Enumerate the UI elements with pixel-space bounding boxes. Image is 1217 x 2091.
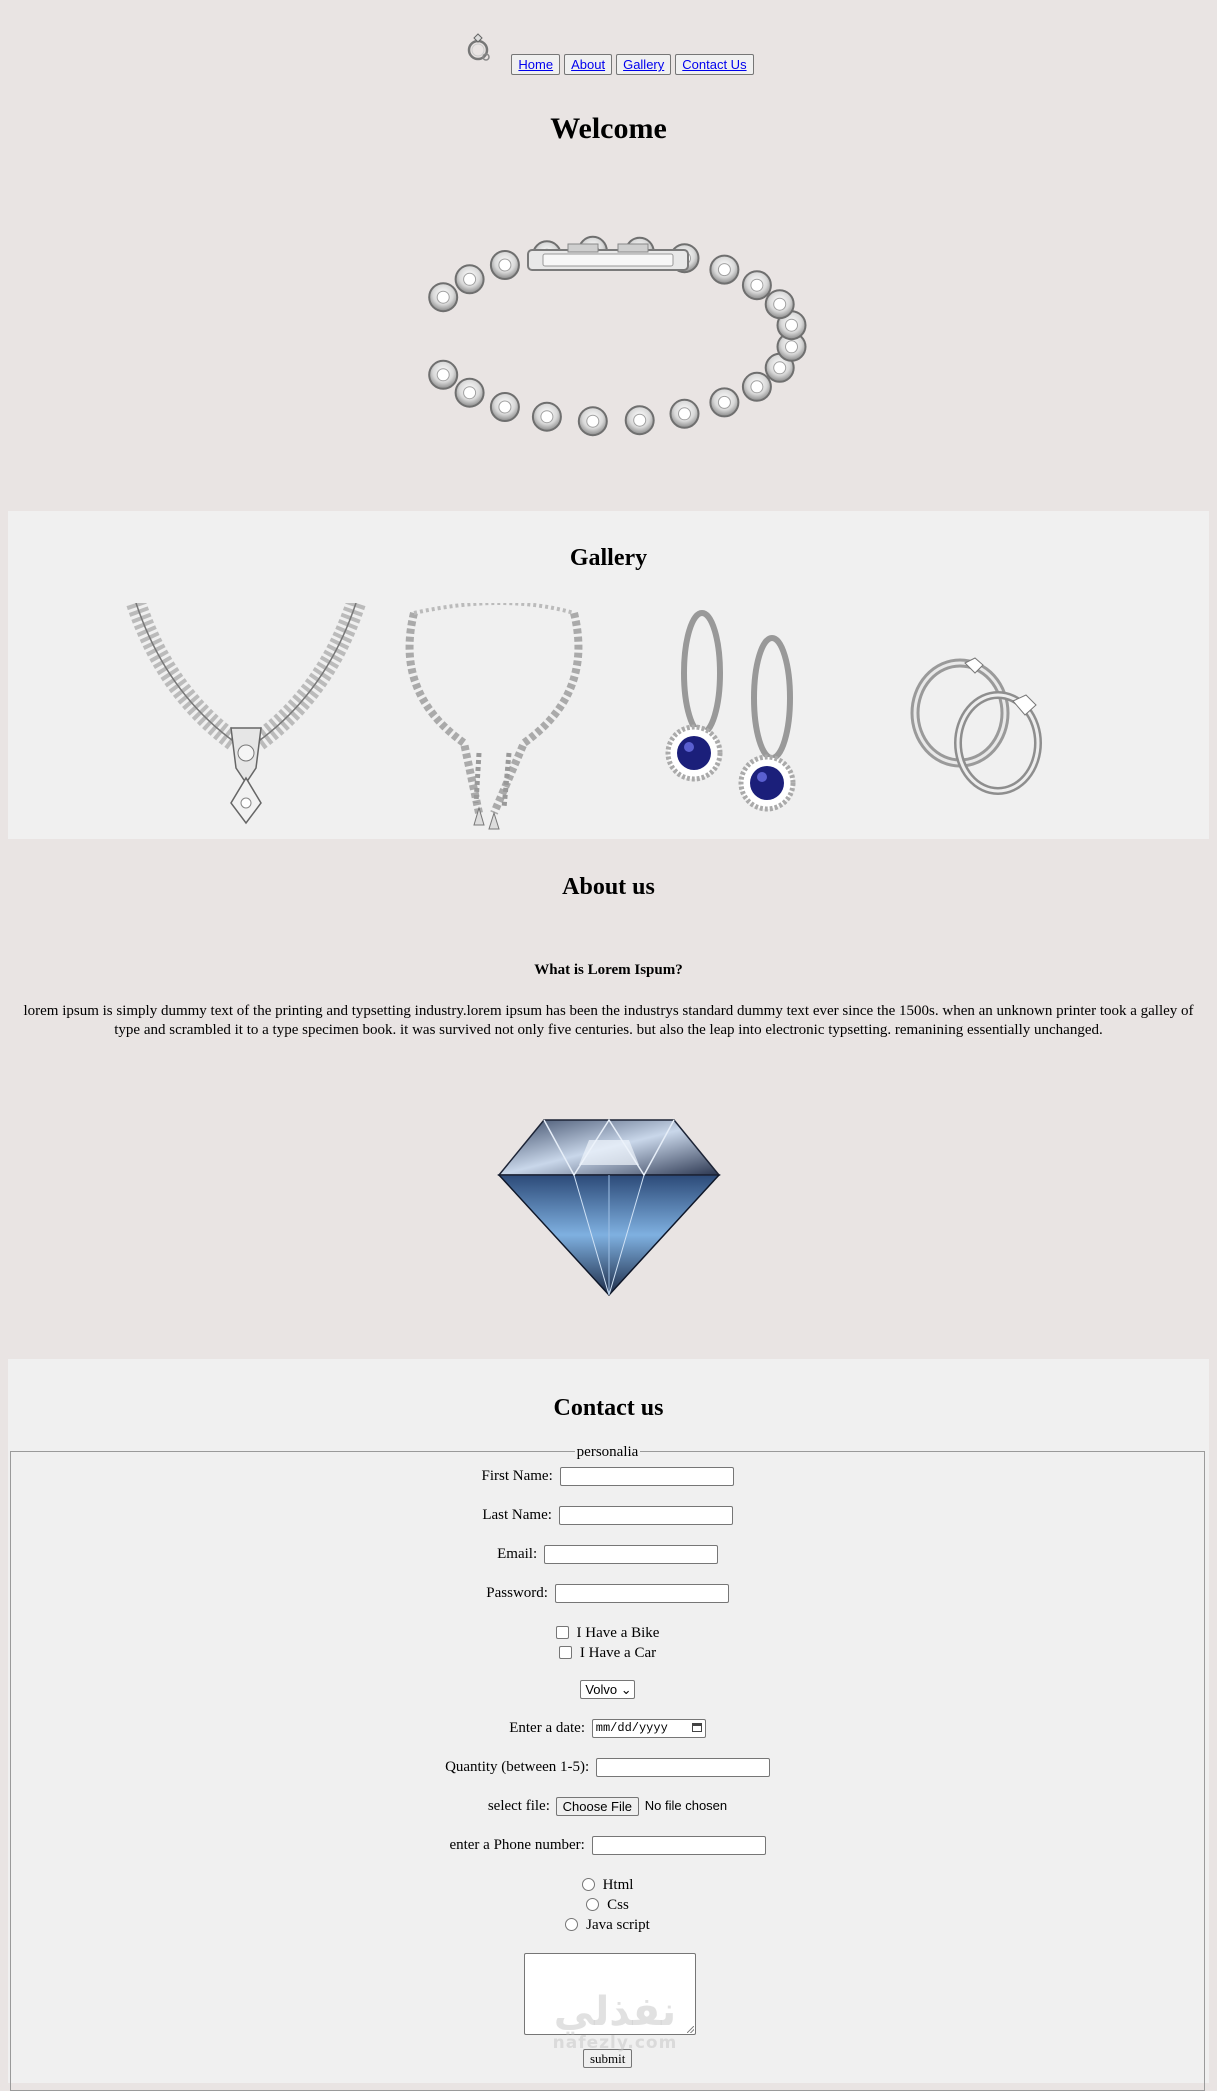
radio-css-row	[11, 1894, 1204, 1916]
first-name-label: First Name:	[481, 1468, 553, 1484]
gallery-title: Gallery	[569, 545, 648, 571]
bracelet-gem-center	[464, 387, 476, 399]
gallery-section	[8, 511, 1209, 839]
file-status: No file chosen	[644, 1798, 728, 1813]
nav-contact-link[interactable]: Contact Us	[675, 54, 753, 75]
bike-row	[11, 1622, 1204, 1644]
car-checkbox[interactable]	[559, 1646, 572, 1659]
phone-row	[11, 1834, 1204, 1856]
car-select-value: Volvo	[585, 1682, 618, 1698]
bracelet-gem-center	[587, 415, 599, 427]
about-paragraph: lorem ipsum is simply dummy text of the printing and typsetting industry.lorem ipsum has been the industrys standard dummy text ever since the 1500s. when an unknown printer took a galley of type and scrambled it to a type specimen book. it was survived not only five centuries. but also the leap into electronic typsetting. remanining essentially unchanged.	[23, 1003, 1194, 1038]
fieldset-legend: personalia	[576, 1444, 639, 1460]
email-input[interactable]	[544, 1545, 718, 1564]
bracelet-image	[408, 226, 808, 446]
password-input[interactable]	[555, 1584, 729, 1603]
email-label: Email:	[497, 1546, 538, 1562]
radio-javascript-label: Java script	[586, 1917, 650, 1933]
bracelet-gem-center	[751, 279, 763, 291]
password-row	[11, 1582, 1204, 1604]
bracelet-gem-center	[718, 396, 730, 408]
bracelet-gem-center	[499, 401, 511, 413]
bracelet-gem-center	[751, 381, 763, 393]
watermark-arabic: نفذلي	[553, 1989, 677, 2035]
phone-input[interactable]	[592, 1836, 766, 1855]
bracelet-gem-center	[774, 362, 786, 374]
chevron-down-icon: ⌄	[620, 1682, 632, 1698]
date-row	[11, 1717, 1204, 1739]
contact-title: Contact us	[553, 1395, 664, 1421]
bracelet-gem-center	[499, 259, 511, 271]
date-input[interactable]	[592, 1719, 706, 1738]
radio-html-label: Html	[602, 1877, 634, 1893]
choose-file-button[interactable]: Choose File	[556, 1797, 639, 1816]
radio-javascript[interactable]	[565, 1918, 578, 1931]
radio-html-row	[11, 1874, 1204, 1896]
first-name-input[interactable]	[560, 1467, 734, 1486]
welcome-title: Welcome	[550, 112, 667, 145]
bracelet-gem-center	[718, 264, 730, 276]
about-title: About us	[562, 874, 655, 900]
bracelet-gem-center	[634, 414, 646, 426]
date-label: Enter a date:	[509, 1720, 586, 1736]
car-row	[11, 1642, 1204, 1664]
quantity-row	[11, 1756, 1204, 1778]
bike-checkbox[interactable]	[556, 1626, 569, 1639]
first-name-row	[11, 1465, 1204, 1487]
file-row	[11, 1795, 1204, 1817]
radio-css-label: Css	[607, 1897, 629, 1913]
car-select-row	[11, 1678, 1204, 1700]
sapphire-earrings-icon	[632, 603, 872, 833]
last-name-input[interactable]	[559, 1506, 733, 1525]
nav-home-link[interactable]: Home	[511, 54, 560, 75]
nav-about-link[interactable]: About	[564, 54, 612, 75]
watermark-latin: nafezly.com	[552, 2033, 678, 2053]
rings-icon	[880, 603, 1120, 833]
date-placeholder: mm/dd/yyyy	[595, 1721, 668, 1736]
diamond-image	[494, 1110, 724, 1300]
password-label: Password:	[486, 1585, 548, 1601]
bracelet-gem-center	[541, 411, 553, 423]
ring-logo-icon	[463, 30, 497, 64]
diamond-necklace-icon	[384, 603, 624, 833]
radio-html[interactable]	[582, 1878, 595, 1891]
nav-gallery-link[interactable]: Gallery	[616, 54, 671, 75]
radio-css[interactable]	[586, 1898, 599, 1911]
bracelet-gem-center	[437, 291, 449, 303]
watermark	[540, 1990, 690, 2052]
car-label: I Have a Car	[579, 1645, 657, 1661]
phone-label: enter a Phone number:	[449, 1837, 585, 1853]
last-name-row	[11, 1504, 1204, 1526]
contact-section	[8, 1359, 1209, 2083]
file-label: select file:	[487, 1798, 550, 1814]
bracelet-gem-center	[786, 341, 798, 353]
calendar-icon[interactable]	[692, 1723, 702, 1732]
bracelet-gem-center	[786, 319, 798, 331]
bracelet-gem-center	[679, 408, 691, 420]
about-subtitle: What is Lorem Ispum?	[534, 962, 683, 978]
car-select[interactable]	[580, 1680, 634, 1699]
quantity-input[interactable]	[596, 1758, 770, 1777]
submit-button[interactable]: submit	[583, 2049, 632, 2068]
necklace-icon	[126, 603, 366, 833]
last-name-label: Last Name:	[482, 1507, 552, 1523]
bracelet-gem-center	[464, 273, 476, 285]
email-row	[11, 1543, 1204, 1565]
bracelet-gem-center	[774, 298, 786, 310]
top-nav	[0, 30, 1217, 75]
bike-label: I Have a Bike	[576, 1625, 660, 1641]
radio-js-row	[11, 1914, 1204, 1936]
bracelet-gem-center	[437, 369, 449, 381]
quantity-label: Quantity (between 1-5):	[445, 1759, 590, 1775]
